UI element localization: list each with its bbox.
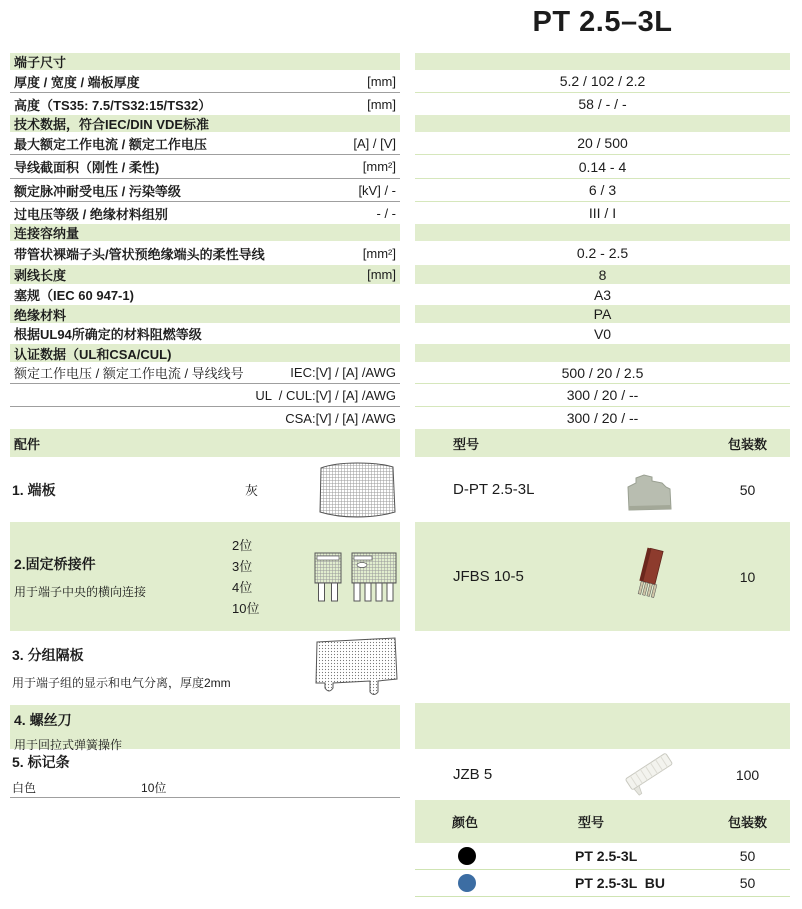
spec-unit: [mm²] xyxy=(362,159,396,174)
spec-row xyxy=(0,93,802,115)
bridge-2pos-image xyxy=(313,551,343,603)
spec-row xyxy=(0,241,802,265)
accessory-color: 灰 xyxy=(245,483,259,498)
pack-qty: 100 xyxy=(735,766,760,783)
accessory-item-bridge xyxy=(10,522,400,631)
spec-label: 塞规（IEC 60 947-1) xyxy=(14,288,134,303)
spec-row xyxy=(0,384,802,407)
bridge-size: 2位 xyxy=(232,537,253,553)
end-plate-image xyxy=(316,461,398,519)
spec-label: 高度（TS35: 7.5/TS32:15/TS32） xyxy=(14,97,212,113)
spec-unit: [mm] xyxy=(367,267,396,282)
accessory-desc: 用于端子组的显示和电气分离，厚度2mm xyxy=(12,676,231,690)
section-header: 端子尺寸 xyxy=(14,55,67,70)
spec-row xyxy=(0,362,802,384)
spacer xyxy=(415,631,790,703)
spec-header-row xyxy=(0,265,802,284)
spec-unit: [A] / [V] xyxy=(353,135,396,151)
spec-header-row xyxy=(0,305,802,323)
accessory-name: 4. 螺丝刀 xyxy=(14,712,72,728)
spec-row xyxy=(0,155,802,179)
pack-column-header: 包装数 xyxy=(727,815,767,830)
spec-row xyxy=(0,284,802,305)
color-dot-blue xyxy=(458,874,476,892)
spec-header-row xyxy=(0,344,802,362)
model-name: PT 2.5-3L xyxy=(575,848,638,864)
models-header-band xyxy=(415,429,790,457)
model-name: JFBS 10-5 xyxy=(453,568,524,585)
spec-unit: [mm²] xyxy=(362,245,396,261)
bridge-size: 10位 xyxy=(232,600,260,616)
accessory-name: 5. 标记条 xyxy=(12,754,70,770)
spec-row xyxy=(0,132,802,155)
d-pt-product-image xyxy=(623,465,677,515)
spec-label: 厚度 / 宽度 / 端板厚度 xyxy=(14,74,140,90)
spec-row xyxy=(0,202,802,224)
spec-label: 导线截面积（刚性 / 柔性) xyxy=(14,160,160,175)
accessory-item-screwdriver xyxy=(10,705,400,752)
section-header: 连接容纳量 xyxy=(14,226,80,241)
spec-unit: IEC:[V] / [A] /AWG xyxy=(290,365,396,380)
spec-value: 300 / 20 / -- xyxy=(566,410,639,426)
spec-label: 最大额定工作电流 / 额定工作电压 xyxy=(14,136,207,152)
pack-column-header: 包装数 xyxy=(727,436,767,452)
spec-header-row xyxy=(0,115,802,132)
spec-value: V0 xyxy=(593,325,612,342)
accessory-desc: 用于回拉式弹簧操作 xyxy=(14,738,123,752)
spec-value: PA xyxy=(415,305,790,323)
spec-unit: [kV] / - xyxy=(358,182,396,198)
accessory-name: 2.固定桥接件 xyxy=(14,555,96,572)
bridge-sizes-list xyxy=(232,535,284,619)
spec-label: 过电压等级 / 绝缘材料组别 xyxy=(14,206,168,222)
accessory-desc: 用于端子中央的横向连接 xyxy=(14,584,147,599)
pack-qty: 50 xyxy=(739,848,756,864)
jzb-product-image xyxy=(613,750,687,800)
model-row xyxy=(415,522,790,631)
spec-unit: CSA:[V] / [A] /AWG xyxy=(285,410,396,426)
spec-label: 额定工作电压 / 额定工作电流 / 导线线号 xyxy=(14,366,244,381)
section-header: 剥线长度 xyxy=(14,268,67,283)
pack-qty: 10 xyxy=(739,568,756,585)
pack-qty: 50 xyxy=(739,481,756,498)
spec-row xyxy=(0,179,802,202)
accessory-size: 10位 xyxy=(141,781,167,795)
spec-label: 额定脉冲耐受电压 / 污染等级 xyxy=(14,183,181,199)
spec-label: 带管状裸端子头/管状预绝缘端头的柔性导线 xyxy=(14,246,265,262)
spec-value: A3 xyxy=(593,286,612,303)
spec-label: 根据UL94所确定的材料阻燃等级 xyxy=(14,327,202,342)
model-column-header: 型号 xyxy=(578,815,605,830)
spec-row xyxy=(0,407,802,429)
accessory-item-marker xyxy=(10,749,400,798)
models-column xyxy=(415,429,790,897)
section-header: 技术数据，符合IEC/DIN VDE标准 xyxy=(14,117,210,132)
accessories-header: 配件 xyxy=(14,436,41,452)
accessory-item-partition xyxy=(10,631,400,705)
model-name: PT 2.5-3L BU xyxy=(575,875,665,891)
model-row xyxy=(415,457,790,522)
color-table-row xyxy=(415,843,790,870)
color-table-row xyxy=(415,870,790,897)
accessory-color: 白色 xyxy=(12,781,37,795)
pack-qty: 50 xyxy=(739,875,756,891)
screwdriver-row-band xyxy=(415,703,790,749)
color-table-header xyxy=(415,800,790,843)
model-name: D-PT 2.5-3L xyxy=(453,481,535,498)
spec-value: 6 / 3 xyxy=(415,179,790,202)
spec-value: 0.2 - 2.5 xyxy=(576,245,629,261)
spec-unit: [mm] xyxy=(367,73,396,89)
accessory-name: 3. 分组隔板 xyxy=(12,647,84,663)
bridge-4pos-image xyxy=(350,551,398,603)
accessories-section xyxy=(0,429,802,897)
accessory-item-endplate xyxy=(10,457,400,522)
spec-unit: UL / CUL:[V] / [A] /AWG xyxy=(255,387,396,403)
bridge-size: 4位 xyxy=(232,579,253,595)
spec-unit: [mm] xyxy=(367,96,396,112)
spec-unit: - / - xyxy=(376,205,396,221)
section-header: 绝缘材料 xyxy=(14,307,67,323)
spec-value: 20 / 500 xyxy=(415,132,790,155)
spec-value: 500 / 20 / 2.5 xyxy=(415,362,790,384)
accessories-column xyxy=(10,429,400,897)
jfbs-product-image xyxy=(630,545,670,609)
model-column-header: 型号 xyxy=(453,436,480,452)
spec-value: 5.2 / 102 / 2.2 xyxy=(415,70,790,93)
accessory-name: 1. 端板 xyxy=(12,481,56,498)
spec-value: III / I xyxy=(588,205,617,221)
spec-header-row xyxy=(0,224,802,241)
spec-header-row xyxy=(0,53,802,70)
model-name: JZB 5 xyxy=(453,766,493,783)
spec-value: 8 xyxy=(415,265,790,284)
spec-table xyxy=(0,53,802,429)
spec-value: 58 / - / - xyxy=(578,96,627,112)
accessories-header-band xyxy=(10,429,400,457)
section-header: 认证数据（UL和CSA/CUL) xyxy=(14,346,172,362)
spec-value: 0.14 - 4 xyxy=(415,155,790,179)
column-gap xyxy=(400,429,415,897)
color-column-header: 颜色 xyxy=(452,815,479,830)
partition-plate-image xyxy=(312,635,400,701)
bridge-size: 3位 xyxy=(232,558,253,574)
spec-value: 300 / 20 / -- xyxy=(415,384,790,407)
page-title: PT 2.5–3L xyxy=(532,6,673,38)
color-dot-black xyxy=(458,847,476,865)
spec-row xyxy=(0,70,802,93)
spec-row xyxy=(0,323,802,344)
model-row xyxy=(415,749,790,800)
